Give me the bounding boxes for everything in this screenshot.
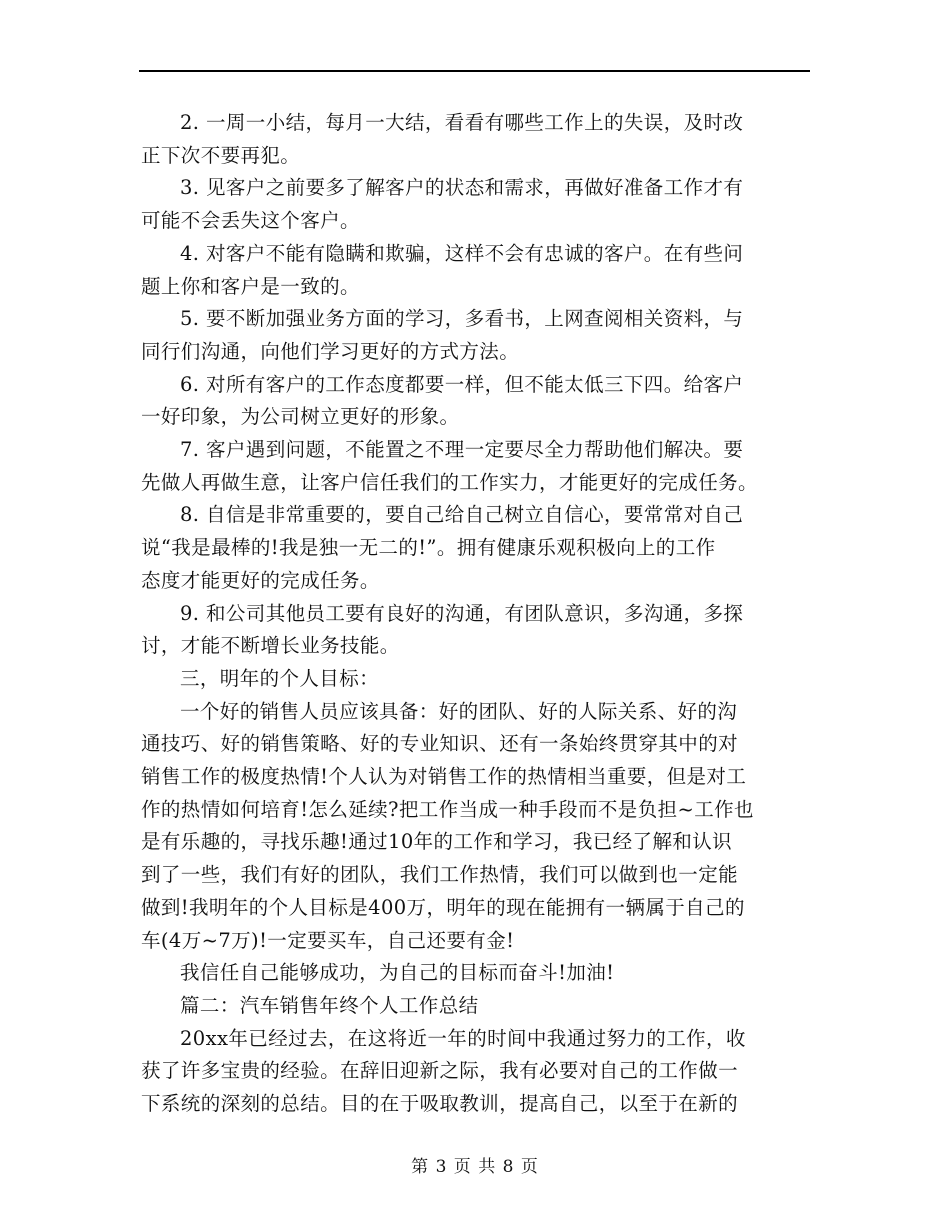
text-line: 作的热情如何培育!怎么延续?把工作当成一种手段而不是负担~工作也 [141, 797, 754, 821]
text-line: 三，明年的个人目标： [180, 666, 380, 690]
text-line: 可能不会丢失这个客户。 [141, 209, 360, 233]
text-line: 4. 对客户不能有隐瞒和欺骗，这样不会有忠诚的客户。在有些问 [180, 241, 744, 265]
header-rule [139, 70, 810, 72]
body-text [141, 107, 813, 1121]
paragraph [141, 957, 813, 990]
text-line: 3. 见客户之前要多了解客户的状态和需求，再做好准备工作才有 [180, 176, 744, 200]
paragraph [141, 696, 813, 958]
paragraph [141, 990, 813, 1023]
paragraph [141, 172, 813, 237]
text-line: 态度才能更好的完成任务。 [141, 568, 380, 592]
text-line: 我信任自己能够成功，为自己的目标而奋斗!加油! [180, 961, 615, 985]
text-line: 先做人再做生意，让客户信任我们的工作实力，才能更好的完成任务。 [141, 470, 758, 494]
text-line: 正下次不要再犯。 [141, 143, 301, 167]
text-line: 车(4万~7万)!一定要买车，自己还要有金! [141, 928, 515, 952]
text-line: 讨，才能不断增长业务技能。 [141, 634, 400, 658]
paragraph [141, 598, 813, 663]
text-line: 5. 要不断加强业务方面的学习，多看书，上网查阅相关资料，与 [180, 307, 744, 331]
paragraph [141, 369, 813, 434]
text-line: 2. 一周一小结，每月一大结，看看有哪些工作上的失误，及时改 [180, 111, 744, 134]
text-line: 下系统的深刻的总结。目的在于吸取教训，提高自己，以至于在新的 [141, 1092, 739, 1116]
text-line: 通技巧、好的销售策略、好的专业知识、还有一条始终贯穿其中的对 [141, 732, 739, 756]
text-line: 一个好的销售人员应该具备：好的团队、好的人际关系、好的沟 [180, 699, 738, 723]
paragraph [141, 107, 813, 172]
text-line: 篇二：汽车销售年终个人工作总结 [180, 993, 479, 1017]
text-line: 说“我是最棒的!我是独一无二的!”。拥有健康乐观积极向上的工作 [141, 536, 716, 560]
text-line: 是有乐趣的，寻找乐趣!通过10年的工作和学习，我已经了解和认识 [141, 830, 733, 854]
paragraph [141, 663, 813, 696]
text-line: 20xx年已经过去，在这将近一年的时间中我通过努力的工作，收 [180, 1026, 746, 1050]
text-line: 一好印象，为公司树立更好的形象。 [141, 405, 460, 429]
paragraph [141, 1023, 813, 1121]
paragraph [141, 303, 813, 368]
paragraph [141, 238, 813, 303]
text-line: 6. 对所有客户的工作态度都要一样，但不能太低三下四。给客户 [180, 372, 744, 396]
text-line: 同行们沟通，向他们学习更好的方式方法。 [141, 339, 520, 363]
text-line: 到了一些，我们有好的团队，我们工作热情，我们可以做到也一定能 [141, 863, 739, 887]
text-line: 题上你和客户是一致的。 [141, 274, 360, 298]
text-line: 做到!我明年的个人目标是400万，明年的现在能拥有一辆属于自己的 [141, 895, 745, 919]
text-line: 销售工作的极度热情!个人认为对销售工作的热情相当重要，但是对工 [141, 765, 747, 789]
text-line: 获了许多宝贵的经验。在辞旧迎新之际，我有必要对自己的工作做一 [141, 1059, 739, 1083]
text-line: 9. 和公司其他员工要有良好的沟通，有团队意识，多沟通，多探 [180, 601, 744, 625]
text-line: 7. 客户遇到问题，不能置之不理一定要尽全力帮助他们解决。要 [180, 438, 744, 462]
paragraph [141, 434, 813, 499]
page-footer: 第 3 页 共 8 页 [411, 1157, 539, 1177]
paragraph [141, 499, 813, 597]
text-line: 8. 自信是非常重要的，要自己给自己树立自信心，要常常对自己 [180, 503, 744, 527]
